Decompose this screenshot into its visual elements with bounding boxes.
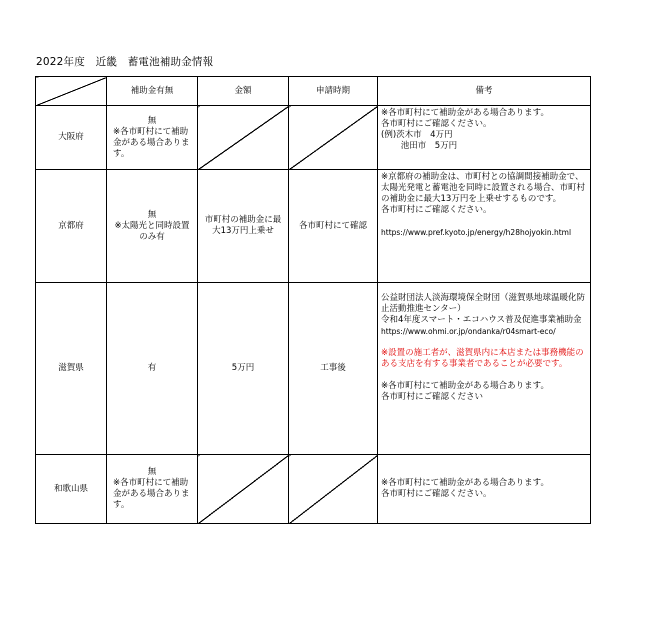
subsidy-status: 無	[147, 209, 157, 220]
pref-cell: 滋賀県	[36, 283, 107, 455]
note-link[interactable]: https://www.pref.kyoto.jp/energy/h28hojyokin.html	[381, 228, 572, 237]
note-line: 各市町村にご確認ください。	[381, 119, 492, 129]
header-period: 申請時期	[289, 77, 378, 106]
notes-cell	[378, 283, 591, 455]
pref-cell: 和歌山県	[36, 455, 107, 524]
notes-cell	[378, 106, 591, 170]
corner-cell	[36, 77, 107, 106]
pref-cell: 京都府	[36, 170, 107, 283]
amount-value: 市町村の補助金に最大13万円上乗せ	[204, 215, 282, 236]
note-line: 各市町村にご確認ください。	[381, 489, 492, 499]
period-cell: 各市町村にて確認	[289, 170, 378, 283]
note-line: ※各市町村にて補助金がある場合あります。	[381, 478, 549, 488]
subsidy-status: 無	[147, 467, 157, 477]
subsidy-cell	[107, 455, 198, 524]
table-row-osaka	[36, 106, 591, 170]
subsidy-cell	[107, 170, 198, 283]
note-line: ※京都府の補助金は、市町村との協調間接補助金で、太陽光発電と蓄電池を同時に設置される場合、市町村の補助金に最大13万円を上乗せするものです。	[381, 172, 586, 204]
notes-cell	[378, 455, 591, 524]
header-amount: 金額	[198, 77, 289, 106]
subsidy-table	[35, 76, 591, 524]
note-warning: ※設置の施工者が、滋賀県内に本店または事務機能のある支店を有する事業者であることが必要です。	[381, 348, 584, 369]
note-spacer	[381, 370, 587, 381]
table-row-kyoto	[36, 170, 591, 283]
amount-cell	[198, 170, 289, 283]
note-line: 各市町村にご確認ください	[381, 392, 484, 402]
notes-cell	[378, 170, 591, 283]
header-row	[36, 77, 591, 106]
note-link[interactable]: https://www.ohmi.or.jp/ondanka/r04smart-eco/	[381, 327, 556, 336]
table-row-shiga	[36, 283, 591, 455]
note-line: 公益財団法人淡海環境保全財団（滋賀県地球温暖化防止活動推進センター）	[381, 293, 586, 314]
header-subsidy: 補助金有無	[107, 77, 198, 106]
pref-cell: 大阪府	[36, 106, 107, 170]
amount-cell-empty	[198, 106, 289, 170]
note-line: 池田市 5万円	[381, 141, 458, 151]
period-cell-empty	[289, 106, 378, 170]
subsidy-note: ※各市町村にて補助金がある場合あります。	[113, 126, 190, 159]
amount-cell: 5万円	[198, 283, 289, 455]
subsidy-note: ※太陽光と同時設置のみ有	[114, 220, 190, 242]
subsidy-note: ※各市町村にて補助金がある場合あります。	[113, 478, 190, 510]
header-notes: 備考	[378, 77, 591, 106]
note-spacer	[381, 337, 587, 348]
table-row-wakayama	[36, 455, 591, 524]
subsidy-cell: 有	[107, 283, 198, 455]
page-title: 2022年度 近畿 蓄電池補助金情報	[36, 56, 214, 68]
note-line: (例)茨木市 4万円	[381, 130, 453, 140]
period-cell-empty	[289, 455, 378, 524]
note-line: ※各市町村にて補助金がある場合あります。	[381, 381, 549, 391]
period-cell: 工事後	[289, 283, 378, 455]
note-line: 令和4年度スマート・エコハウス普及促進事業補助金	[381, 315, 582, 325]
note-line: 各市町村にご確認ください。	[381, 205, 492, 215]
note-spacer	[381, 216, 587, 227]
subsidy-status: 無	[147, 115, 157, 126]
subsidy-cell	[107, 106, 198, 170]
amount-cell-empty	[198, 455, 289, 524]
note-line: ※各市町村にて補助金がある場合あります。	[381, 108, 549, 118]
